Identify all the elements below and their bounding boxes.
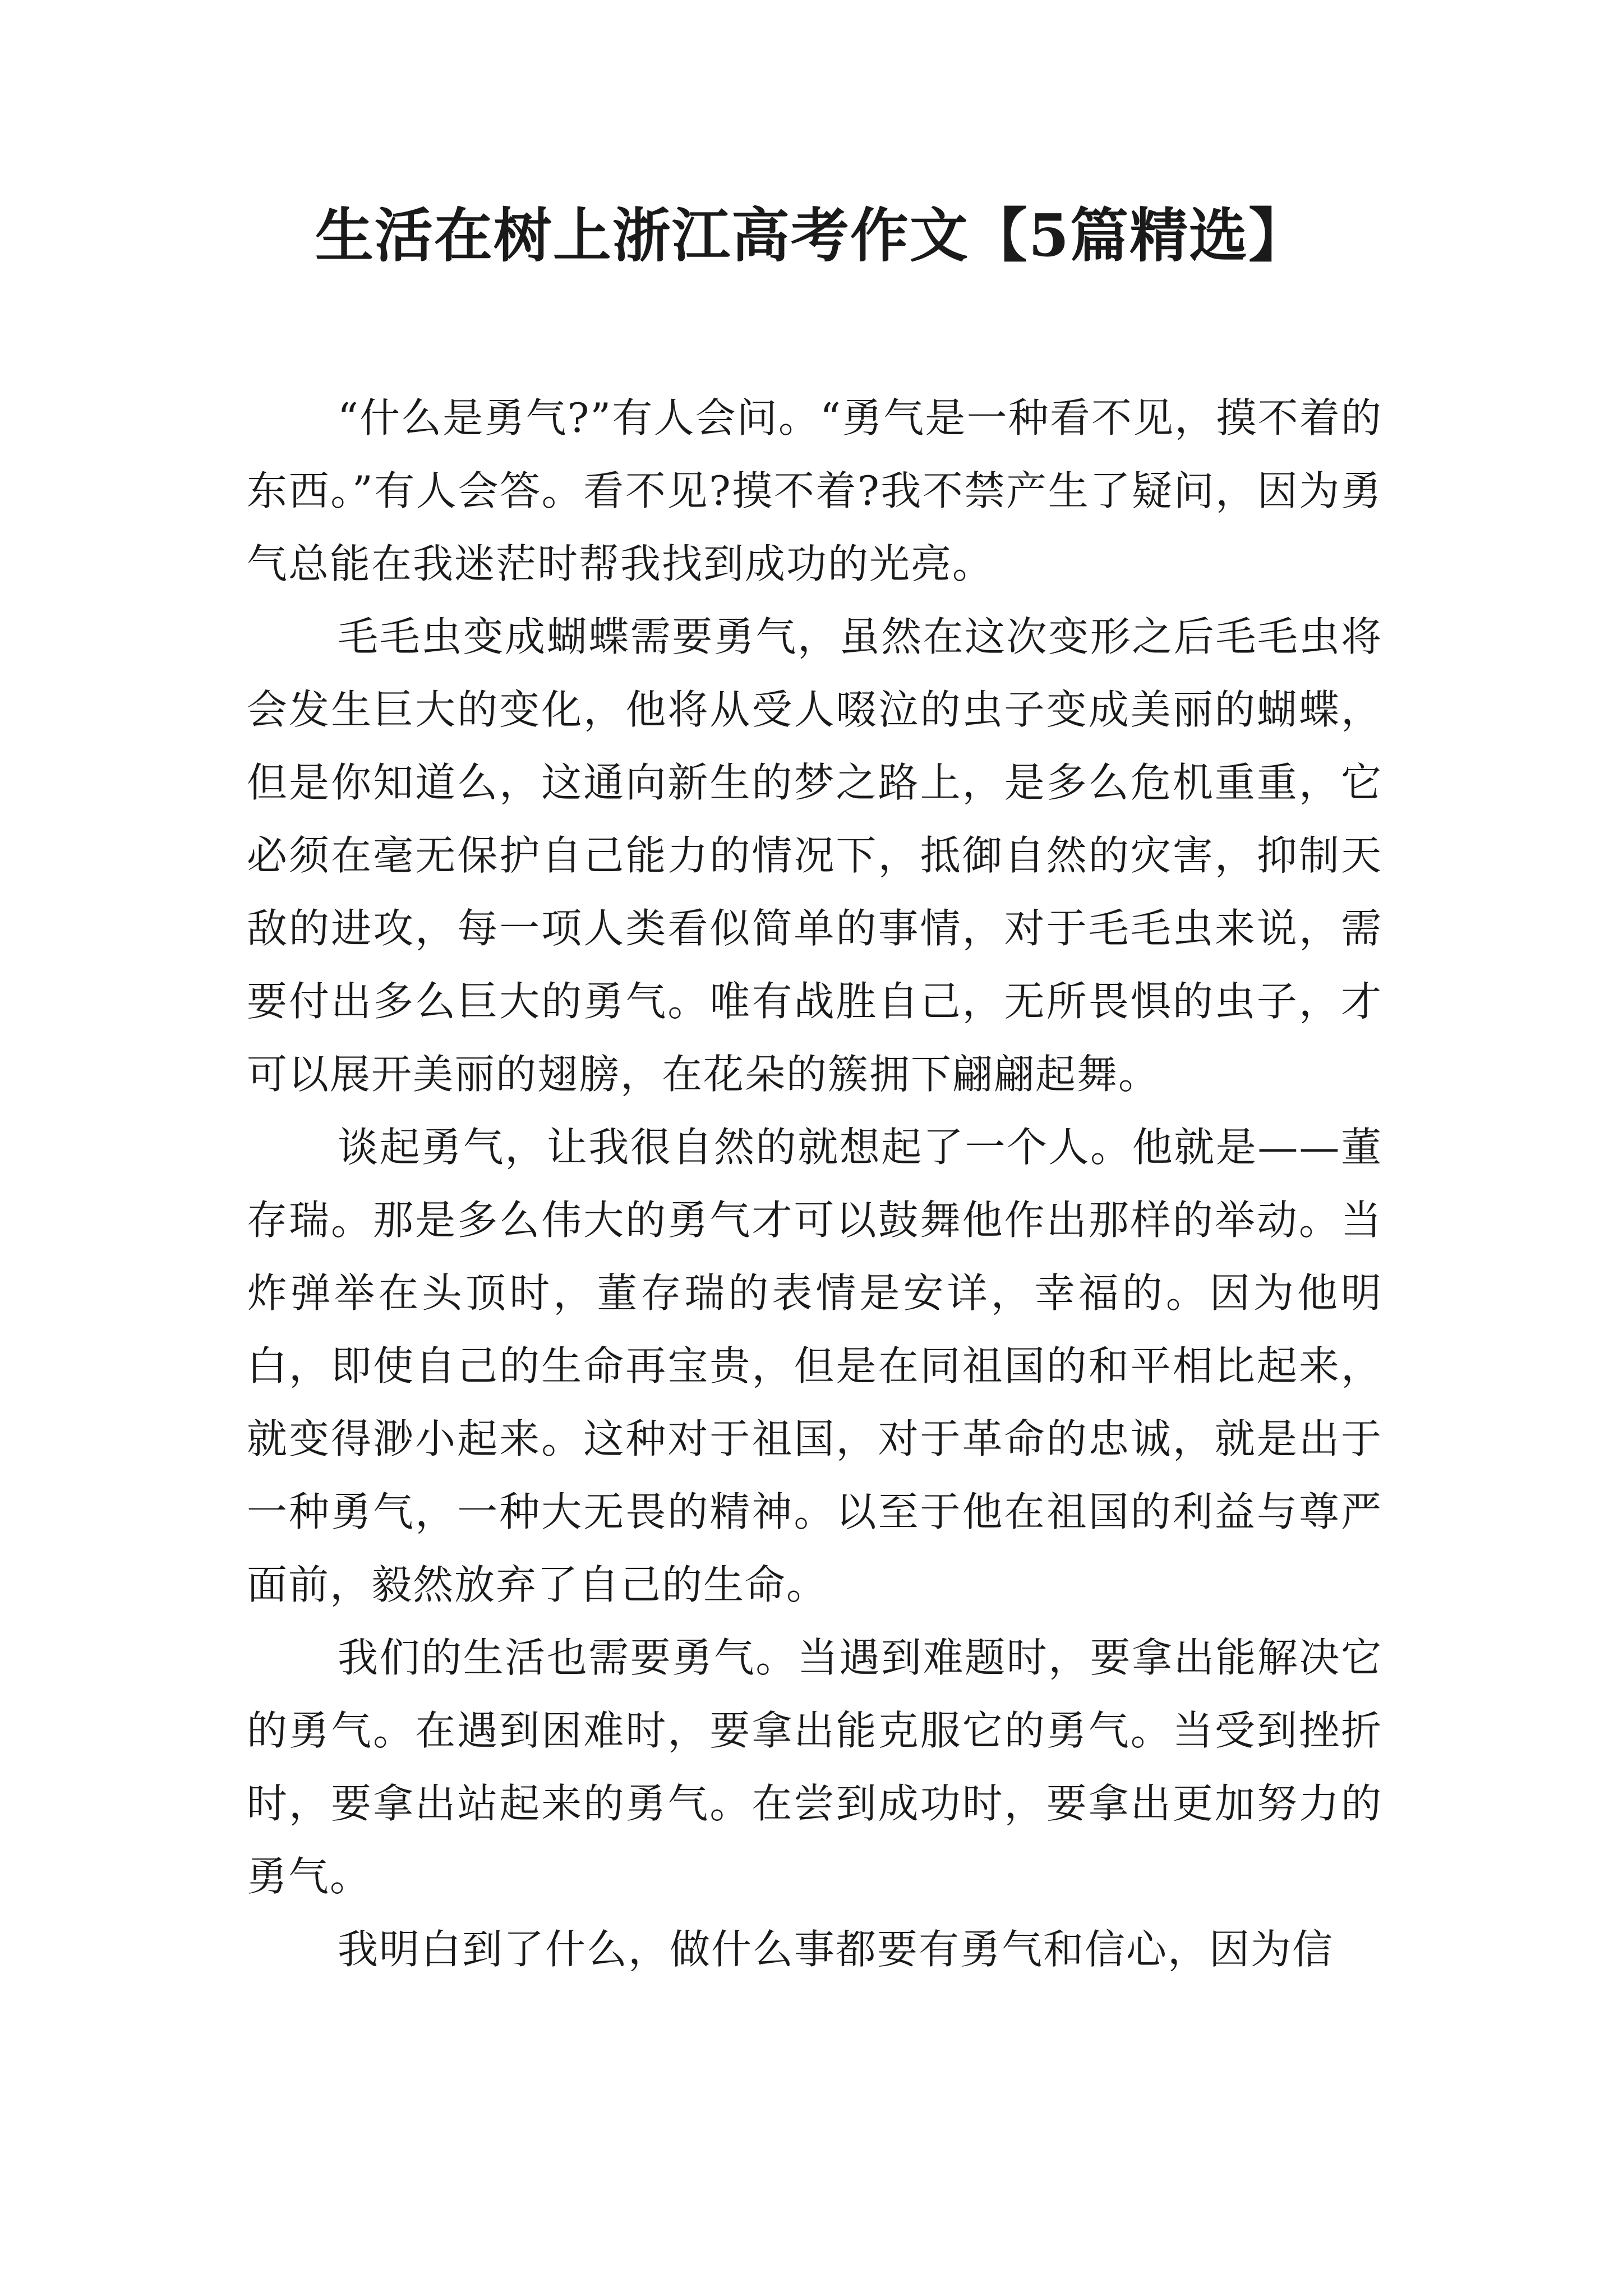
document-title: 生活在树上浙江高考作文【5篇精选】: [315, 201, 1308, 270]
paragraph-5: 我明白到了什么，做什么事都要有勇气和信心，因为信: [338, 1926, 1334, 1973]
paragraph-3: 谈起勇气，让我很自然的就想起了一个人。他就是——董存瑞。那是多么伟大的勇气才可以鼓舞他作出那样的举动。当炸弹举在头顶时，董存瑞的表情是安详，幸福的。因为他明白，即使自己的生命再宝贵，但是在同祖国的和平相比起来，就变得渺小起来。这种对于祖国，对于革命的忠诚，就是出于一种勇气，一种大无畏的精神。以至于他在祖国的利益与尊严面前，毅然放弃了自己的生命。: [247, 1124, 1382, 1608]
paragraph-2: 毛毛虫变成蝴蝶需要勇气，虽然在这次变形之后毛毛虫将会发生巨大的变化，他将从受人啜泣的虫子变成美丽的蝴蝶，但是你知道么，这通向新生的梦之路上，是多么危机重重，它必须在毫无保护自己能力的情况下，抵御自然的灾害，抑制天敌的进攻，每一项人类看似简单的事情，对于毛毛虫来说，需要付出多么巨大的勇气。唯有战胜自己，无所畏惧的虫子，才可以展开美丽的翅膀，在花朵的簇拥下翩翩起舞。: [247, 613, 1382, 1098]
paragraph-4: 我们的生活也需要勇气。当遇到难题时，要拿出能解决它的勇气。在遇到困难时，要拿出能克服它的勇气。当受到挫折时，要拿出站起来的勇气。在尝到成功时，要拿出更加努力的勇气。: [247, 1634, 1382, 1900]
paragraph-1: “什么是勇气?”有人会问。“勇气是一种看不见，摸不着的东西。”有人会答。看不见?摸不着?我不禁产生了疑问，因为勇气总能在我迷茫时帮我找到成功的光亮。: [247, 394, 1382, 587]
document-body: [247, 381, 1382, 1986]
